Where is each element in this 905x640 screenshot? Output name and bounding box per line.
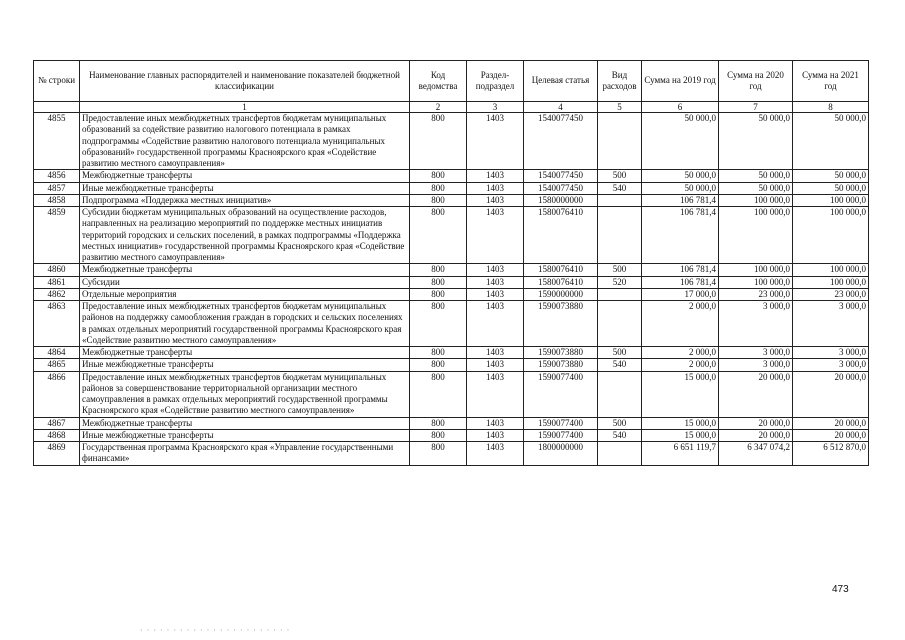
row-name: Межбюджетные трансферты [80,417,410,429]
row-target-item: 1590000000 [524,288,598,300]
row-number: 4863 [34,301,80,347]
row-number: 4856 [34,170,80,182]
row-target-item: 1580076410 [524,207,598,264]
table-row [34,182,869,194]
row-expense-type [598,442,642,466]
row-sum-2019: 50 000,0 [642,170,719,182]
row-sum-2019: 15 000,0 [642,371,719,417]
row-name: Субсидии [80,276,410,288]
budget-table [33,60,869,466]
row-number: 4865 [34,359,80,371]
row-sum-2019: 50 000,0 [642,113,719,170]
row-sum-2019: 15 000,0 [642,429,719,441]
row-dept-code: 800 [410,170,467,182]
row-target-item: 1590073880 [524,359,598,371]
row-section: 1403 [467,207,524,264]
table-row [34,170,869,182]
row-sum-2021: 20 000,0 [793,429,869,441]
row-number: 4866 [34,371,80,417]
row-number: 4857 [34,182,80,194]
row-sum-2020: 100 000,0 [719,276,793,288]
row-dept-code: 800 [410,429,467,441]
row-number: 4861 [34,276,80,288]
row-sum-2019: 106 781,4 [642,276,719,288]
row-sum-2021: 100 000,0 [793,194,869,206]
row-expense-type: 500 [598,264,642,276]
row-sum-2020: 50 000,0 [719,182,793,194]
column-number: 4 [524,102,598,113]
row-number: 4868 [34,429,80,441]
row-number: 4860 [34,264,80,276]
row-section: 1403 [467,417,524,429]
row-name: Иные межбюджетные трансферты [80,429,410,441]
row-sum-2021: 100 000,0 [793,276,869,288]
row-expense-type: 520 [598,276,642,288]
row-target-item: 1800000000 [524,442,598,466]
row-sum-2020: 20 000,0 [719,417,793,429]
row-sum-2020: 50 000,0 [719,113,793,170]
row-sum-2020: 20 000,0 [719,429,793,441]
row-sum-2019: 2 000,0 [642,359,719,371]
row-section: 1403 [467,182,524,194]
row-sum-2021: 100 000,0 [793,264,869,276]
row-target-item: 1580076410 [524,264,598,276]
row-sum-2019: 17 000,0 [642,288,719,300]
row-dept-code: 800 [410,442,467,466]
row-target-item: 1540077450 [524,113,598,170]
row-sum-2021: 50 000,0 [793,182,869,194]
row-name: Подпрограмма «Поддержка местных инициатив» [80,194,410,206]
row-sum-2020: 50 000,0 [719,170,793,182]
row-sum-2021: 50 000,0 [793,113,869,170]
row-sum-2021: 3 000,0 [793,301,869,347]
row-section: 1403 [467,170,524,182]
row-expense-type [598,301,642,347]
row-number: 4862 [34,288,80,300]
row-dept-code: 800 [410,371,467,417]
row-dept-code: 800 [410,301,467,347]
row-sum-2021: 20 000,0 [793,371,869,417]
row-expense-type [598,194,642,206]
row-expense-type [598,371,642,417]
table-row [34,442,869,466]
row-dept-code: 800 [410,207,467,264]
row-target-item: 1590077400 [524,429,598,441]
table-row [34,429,869,441]
column-number: 1 [80,102,410,113]
header-sum-2021: Сумма на 2021 год [793,61,869,102]
header-section: Раздел-подраздел [467,61,524,102]
row-target-item: 1590073880 [524,347,598,359]
row-expense-type [598,207,642,264]
row-sum-2019: 50 000,0 [642,182,719,194]
column-number: 7 [719,102,793,113]
table-row [34,194,869,206]
row-sum-2019: 106 781,4 [642,264,719,276]
row-sum-2020: 3 000,0 [719,359,793,371]
table-row [34,113,869,170]
row-sum-2021: 6 512 870,0 [793,442,869,466]
row-section: 1403 [467,429,524,441]
table-row [34,359,869,371]
row-section: 1403 [467,371,524,417]
header-target-item: Целевая статья [524,61,598,102]
row-section: 1403 [467,113,524,170]
header-name: Наименование главных распорядителей и наименование показателей бюджетной классификации [80,61,410,102]
row-number: 4869 [34,442,80,466]
row-name: Межбюджетные трансферты [80,347,410,359]
row-section: 1403 [467,347,524,359]
row-number: 4858 [34,194,80,206]
table-row [34,288,869,300]
row-name: Отдельные мероприятия [80,288,410,300]
row-number: 4864 [34,347,80,359]
row-sum-2021: 23 000,0 [793,288,869,300]
table-row [34,207,869,264]
row-name: Предоставление иных межбюджетных трансфертов бюджетам муниципальных районов на поддержку самообложения граждан в городских и сельских поселениях в рамках отдельных мероприятий государственной программы Красноярского края «Содействие развитию местного самоуправления» [80,301,410,347]
table-row [34,347,869,359]
row-dept-code: 800 [410,182,467,194]
column-number-row [34,102,869,113]
row-number: 4855 [34,113,80,170]
row-dept-code: 800 [410,276,467,288]
row-section: 1403 [467,194,524,206]
row-dept-code: 800 [410,359,467,371]
row-sum-2020: 100 000,0 [719,194,793,206]
row-name: Государственная программа Красноярского края «Управление государственными финансами» [80,442,410,466]
row-sum-2020: 23 000,0 [719,288,793,300]
row-dept-code: 800 [410,113,467,170]
row-name: Межбюджетные трансферты [80,170,410,182]
row-expense-type: 540 [598,182,642,194]
row-section: 1403 [467,359,524,371]
column-number: 2 [410,102,467,113]
row-name: Предоставление иных межбюджетных трансфертов бюджетам муниципальных районов за совершенствование территориальной организации местного самоуправления в рамках отдельных мероприятий государственной программы Красноярского края «Содействие развитию местного самоуправления» [80,371,410,417]
row-section: 1403 [467,288,524,300]
row-sum-2019: 106 781,4 [642,207,719,264]
row-section: 1403 [467,442,524,466]
row-sum-2020: 100 000,0 [719,207,793,264]
row-sum-2021: 20 000,0 [793,417,869,429]
row-target-item: 1590077400 [524,417,598,429]
row-expense-type: 500 [598,347,642,359]
row-sum-2021: 50 000,0 [793,170,869,182]
row-sum-2020: 20 000,0 [719,371,793,417]
row-sum-2019: 15 000,0 [642,417,719,429]
header-sum-2019: Сумма на 2019 год [642,61,719,102]
row-dept-code: 800 [410,347,467,359]
row-expense-type: 540 [598,359,642,371]
row-dept-code: 800 [410,194,467,206]
page-number: 473 [832,584,849,595]
row-expense-type: 500 [598,417,642,429]
header-expense-type: Вид расходов [598,61,642,102]
row-name: Субсидии бюджетам муниципальных образований на осуществление расходов, направленных на реализацию мероприятий по поддержке местных инициатив территорий городских и сельских поселений, в рамках подпрограммы «Поддержка местных инициатив» государственной программы Красноярского края «Содействие развитию местного самоуправления» [80,207,410,264]
row-number: 4859 [34,207,80,264]
row-target-item: 1540077450 [524,182,598,194]
row-sum-2021: 100 000,0 [793,207,869,264]
row-sum-2019: 6 651 119,7 [642,442,719,466]
row-sum-2020: 3 000,0 [719,347,793,359]
row-sum-2020: 100 000,0 [719,264,793,276]
table-row [34,276,869,288]
header-sum-2020: Сумма на 2020 год [719,61,793,102]
column-number: 3 [467,102,524,113]
row-target-item: 1590077400 [524,371,598,417]
row-target-item: 1590073880 [524,301,598,347]
header-row-no: № строки [34,61,80,102]
row-sum-2019: 2 000,0 [642,347,719,359]
row-number: 4867 [34,417,80,429]
table-row [34,417,869,429]
row-sum-2021: 3 000,0 [793,347,869,359]
row-section: 1403 [467,264,524,276]
row-sum-2019: 106 781,4 [642,194,719,206]
row-dept-code: 800 [410,417,467,429]
scan-footer-mark: · · · · · · · · · · · · · · · · · · · · · · · [140,626,291,635]
row-expense-type: 500 [598,170,642,182]
header-dept-code: Код ведомства [410,61,467,102]
row-dept-code: 800 [410,264,467,276]
row-name: Предоставление иных межбюджетных трансфертов бюджетам муниципальных образований за содействие развитию налогового потенциала в рамках подпрограммы «Содействие развитию налогового потенциала муниципальных образований» государственной программы Красноярского края «Содействие развитию местного самоуправления» [80,113,410,170]
column-number: 8 [793,102,869,113]
column-number: 5 [598,102,642,113]
column-number: 6 [642,102,719,113]
row-section: 1403 [467,276,524,288]
table-row [34,301,869,347]
table-header-row [34,61,869,102]
table-row [34,264,869,276]
row-sum-2019: 2 000,0 [642,301,719,347]
row-name: Межбюджетные трансферты [80,264,410,276]
row-sum-2020: 6 347 074,2 [719,442,793,466]
row-expense-type [598,288,642,300]
row-expense-type: 540 [598,429,642,441]
row-target-item: 1580076410 [524,276,598,288]
row-sum-2021: 3 000,0 [793,359,869,371]
row-target-item: 1540077450 [524,170,598,182]
row-name: Иные межбюджетные трансферты [80,182,410,194]
row-sum-2020: 3 000,0 [719,301,793,347]
table-row [34,371,869,417]
row-name: Иные межбюджетные трансферты [80,359,410,371]
row-dept-code: 800 [410,288,467,300]
row-expense-type [598,113,642,170]
row-target-item: 1580000000 [524,194,598,206]
column-number [34,102,80,113]
row-section: 1403 [467,301,524,347]
